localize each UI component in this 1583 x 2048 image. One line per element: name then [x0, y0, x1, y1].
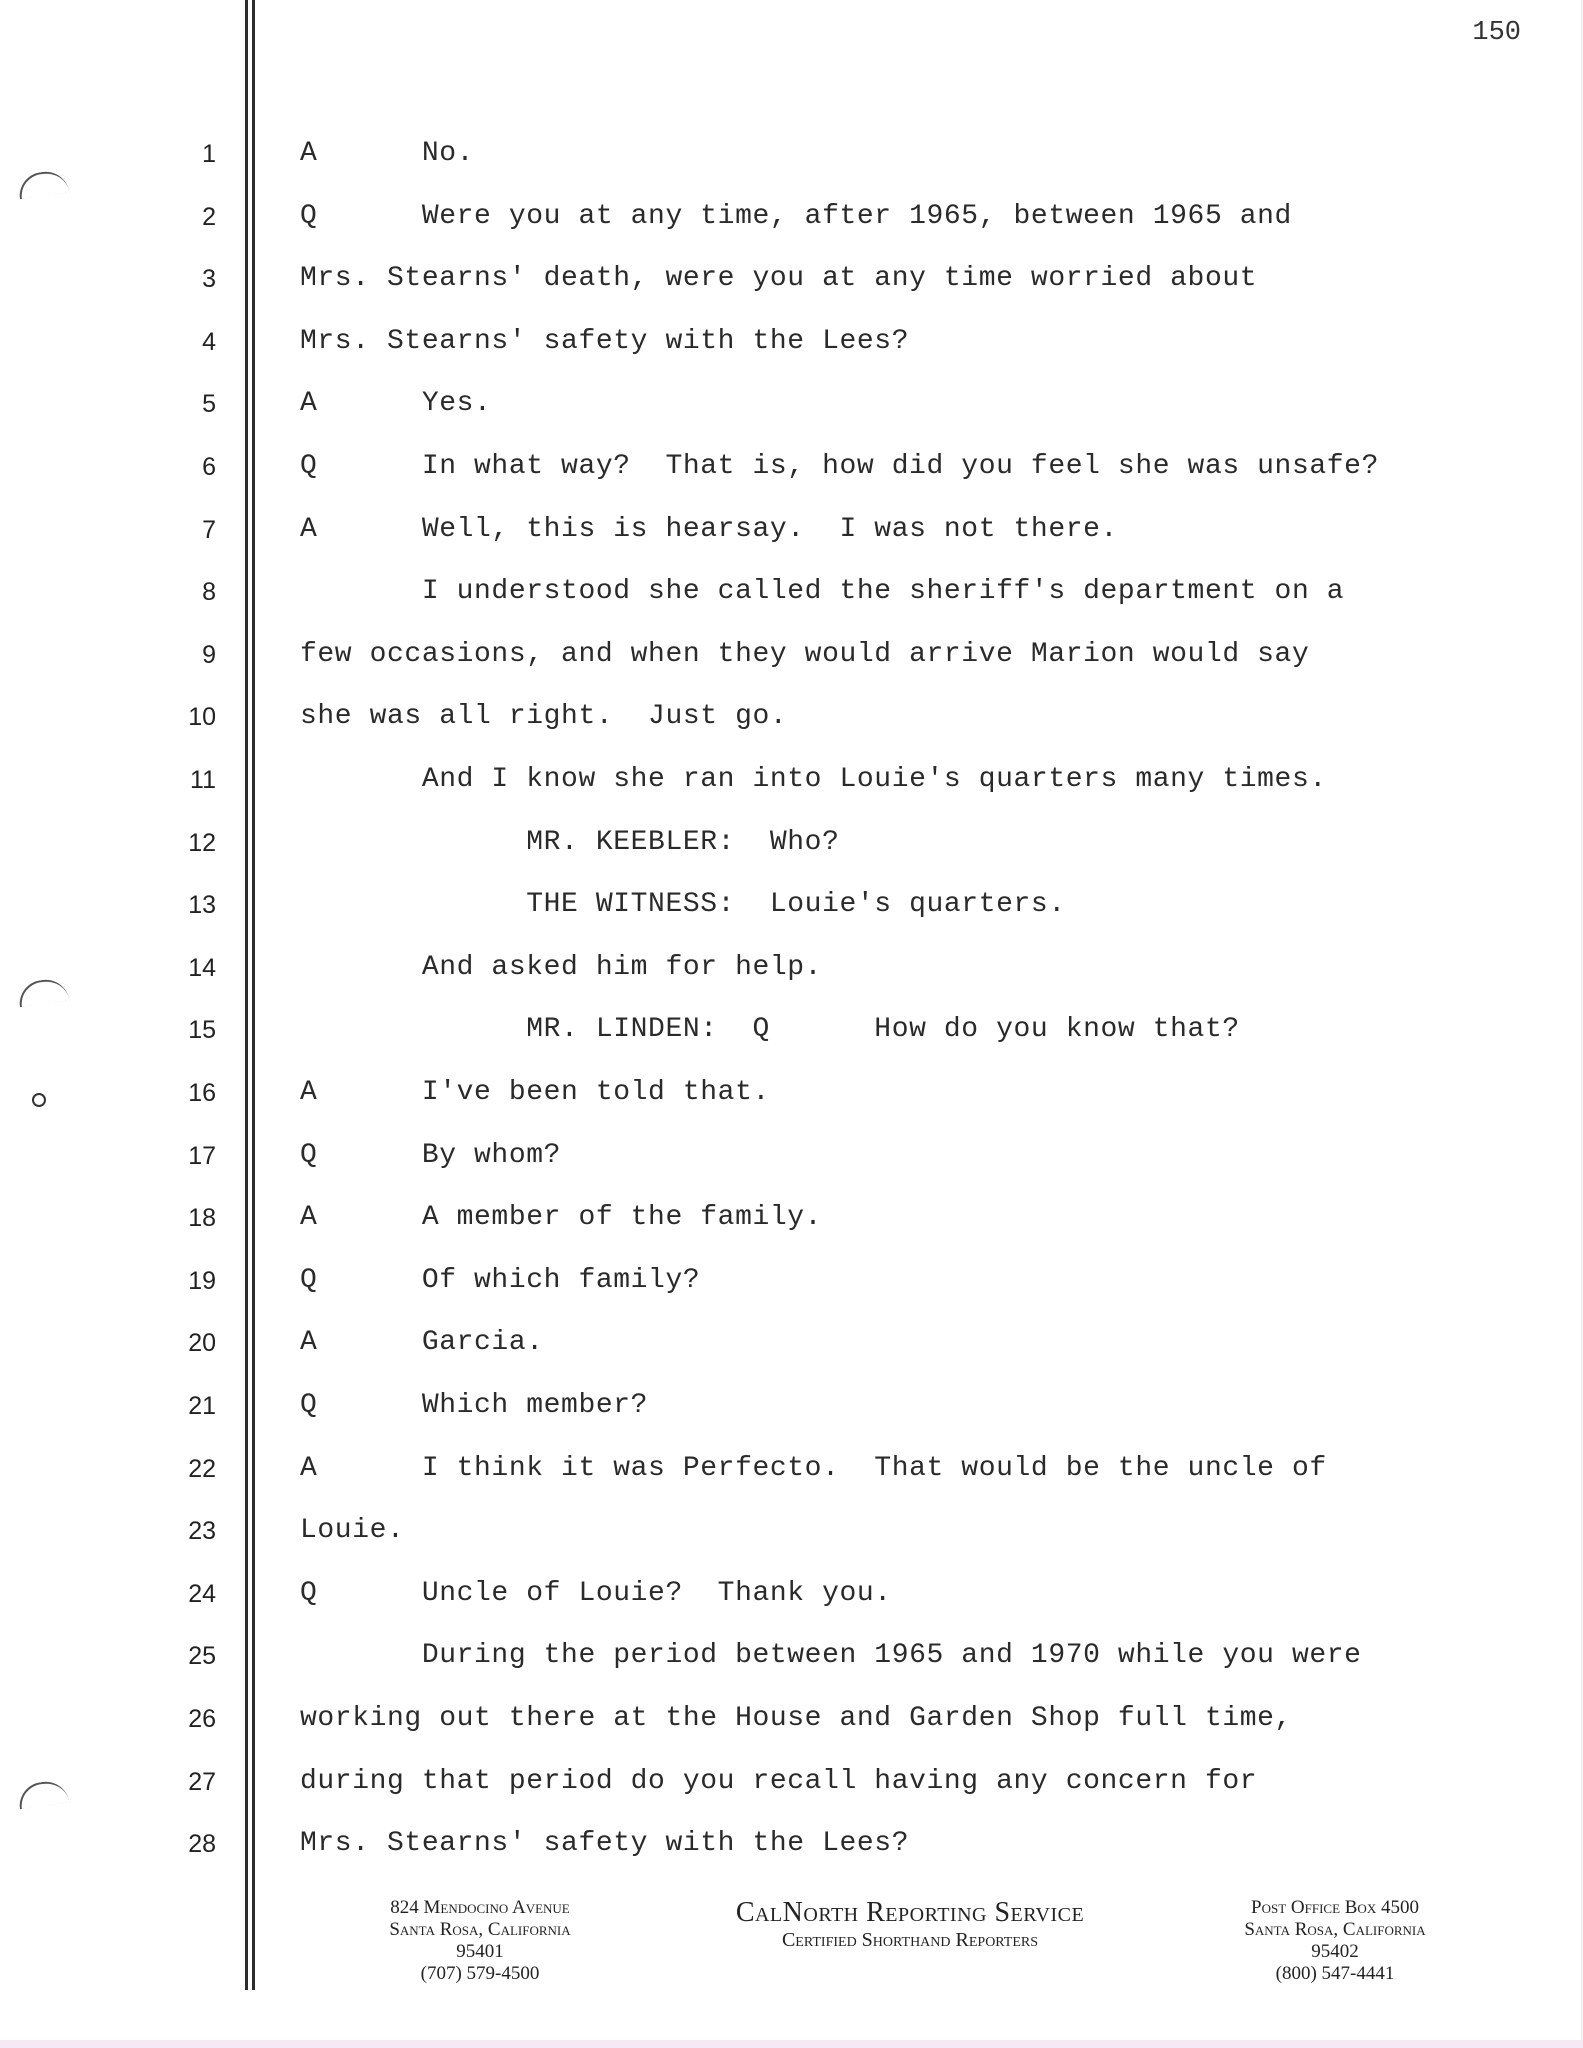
- transcript-line: I understood she called the sheriff's department on a: [300, 576, 1345, 607]
- transcript-line: A Well, this is hearsay. I was not there.: [300, 514, 1118, 545]
- line-number: 23: [188, 1517, 216, 1545]
- line-number: 1: [202, 140, 216, 168]
- line-number: 27: [188, 1768, 216, 1796]
- line-number: 16: [188, 1079, 216, 1107]
- footer-street: 824 Mendocino Avenue: [390, 1897, 570, 1918]
- transcript-line: A Yes.: [300, 388, 492, 419]
- line-number: 5: [202, 390, 216, 418]
- line-number: 18: [188, 1204, 216, 1232]
- footer-phone: (707) 579-4500: [420, 1963, 540, 1984]
- line-number: 19: [188, 1267, 216, 1295]
- footer-po-box: Post Office Box 4500: [1251, 1897, 1419, 1918]
- transcript-line: working out there at the House and Garden Shop full time,: [300, 1703, 1292, 1734]
- transcript-line: And I know she ran into Louie's quarters many times.: [300, 764, 1327, 795]
- footer-city: Santa Rosa, California: [1244, 1919, 1426, 1940]
- footer-company: [690, 1897, 1130, 1951]
- transcript-line: Mrs. Stearns' safety with the Lees?: [300, 1828, 910, 1859]
- binder-hole-mark: [17, 1779, 70, 1810]
- transcript-line: A I think it was Perfecto. That would be the uncle of: [300, 1453, 1327, 1484]
- margin-rule-right: [252, 0, 255, 1990]
- transcript-line: Q By whom?: [300, 1140, 562, 1171]
- transcript-line: A I've been told that.: [300, 1077, 770, 1108]
- transcript-line: Mrs. Stearns' safety with the Lees?: [300, 326, 910, 357]
- line-number: 12: [188, 829, 216, 857]
- line-number: 17: [188, 1142, 216, 1170]
- line-number: 3: [202, 265, 216, 293]
- transcript-line: THE WITNESS: Louie's quarters.: [300, 889, 1066, 920]
- line-number: 25: [188, 1642, 216, 1670]
- line-number: 8: [202, 578, 216, 606]
- transcript-line: Q In what way? That is, how did you feel she was unsafe?: [300, 451, 1379, 482]
- margin-rule-left: [245, 0, 248, 1990]
- line-number: 14: [188, 954, 216, 982]
- transcript-line: Q Uncle of Louie? Thank you.: [300, 1578, 892, 1609]
- binder-hole-mark: [17, 977, 70, 1008]
- line-number: 6: [202, 453, 216, 481]
- line-number: 10: [188, 703, 216, 731]
- transcript-line: Q Which member?: [300, 1390, 649, 1421]
- page-number: 150: [1472, 18, 1521, 48]
- footer-address-right: [1200, 1897, 1470, 1985]
- footer-zip: 95402: [1311, 1941, 1359, 1962]
- footer-city: Santa Rosa, California: [389, 1919, 571, 1940]
- footer-address-left: [345, 1897, 615, 1985]
- line-number: 21: [188, 1392, 216, 1420]
- line-number: 28: [188, 1830, 216, 1858]
- line-number: 9: [202, 641, 216, 669]
- footer-zip: 95401: [456, 1941, 504, 1962]
- transcript-line: A No.: [300, 138, 475, 169]
- scan-bottom-edge: [0, 2040, 1583, 2048]
- transcript-line: few occasions, and when they would arrive Marion would say: [300, 639, 1310, 670]
- transcript-line: she was all right. Just go.: [300, 701, 788, 732]
- transcript-line: Mrs. Stearns' death, were you at any time worried about: [300, 263, 1258, 294]
- transcript-line: A A member of the family.: [300, 1202, 823, 1233]
- transcript-line: During the period between 1965 and 1970 while you were: [300, 1640, 1362, 1671]
- binder-hole-mark: [17, 169, 70, 200]
- transcript-line: MR. LINDEN: Q How do you know that?: [300, 1014, 1240, 1045]
- transcript-line: Q Were you at any time, after 1965, between 1965 and: [300, 201, 1292, 232]
- line-number: 2: [202, 203, 216, 231]
- line-number: 22: [188, 1455, 216, 1483]
- stray-mark: [32, 1093, 46, 1107]
- transcript-line: during that period do you recall having any concern for: [300, 1766, 1258, 1797]
- line-number: 7: [202, 516, 216, 544]
- line-number: 4: [202, 328, 216, 356]
- transcript-line: Q Of which family?: [300, 1265, 701, 1296]
- line-number: 11: [190, 766, 216, 794]
- line-number: 26: [188, 1705, 216, 1733]
- transcript-line: And asked him for help.: [300, 952, 823, 983]
- line-number: 15: [188, 1016, 216, 1044]
- line-number: 24: [188, 1580, 216, 1608]
- footer-phone: (800) 547-4441: [1275, 1963, 1395, 1984]
- company-name: CalNorth Reporting Service: [735, 1897, 1085, 1928]
- transcript-line: Louie.: [300, 1515, 405, 1546]
- line-number: 20: [188, 1329, 216, 1357]
- line-number: 13: [188, 891, 216, 919]
- transcript-line: MR. KEEBLER: Who?: [300, 827, 840, 858]
- company-subtitle: Certified Shorthand Reporters: [781, 1929, 1039, 1951]
- transcript-line: A Garcia.: [300, 1327, 544, 1358]
